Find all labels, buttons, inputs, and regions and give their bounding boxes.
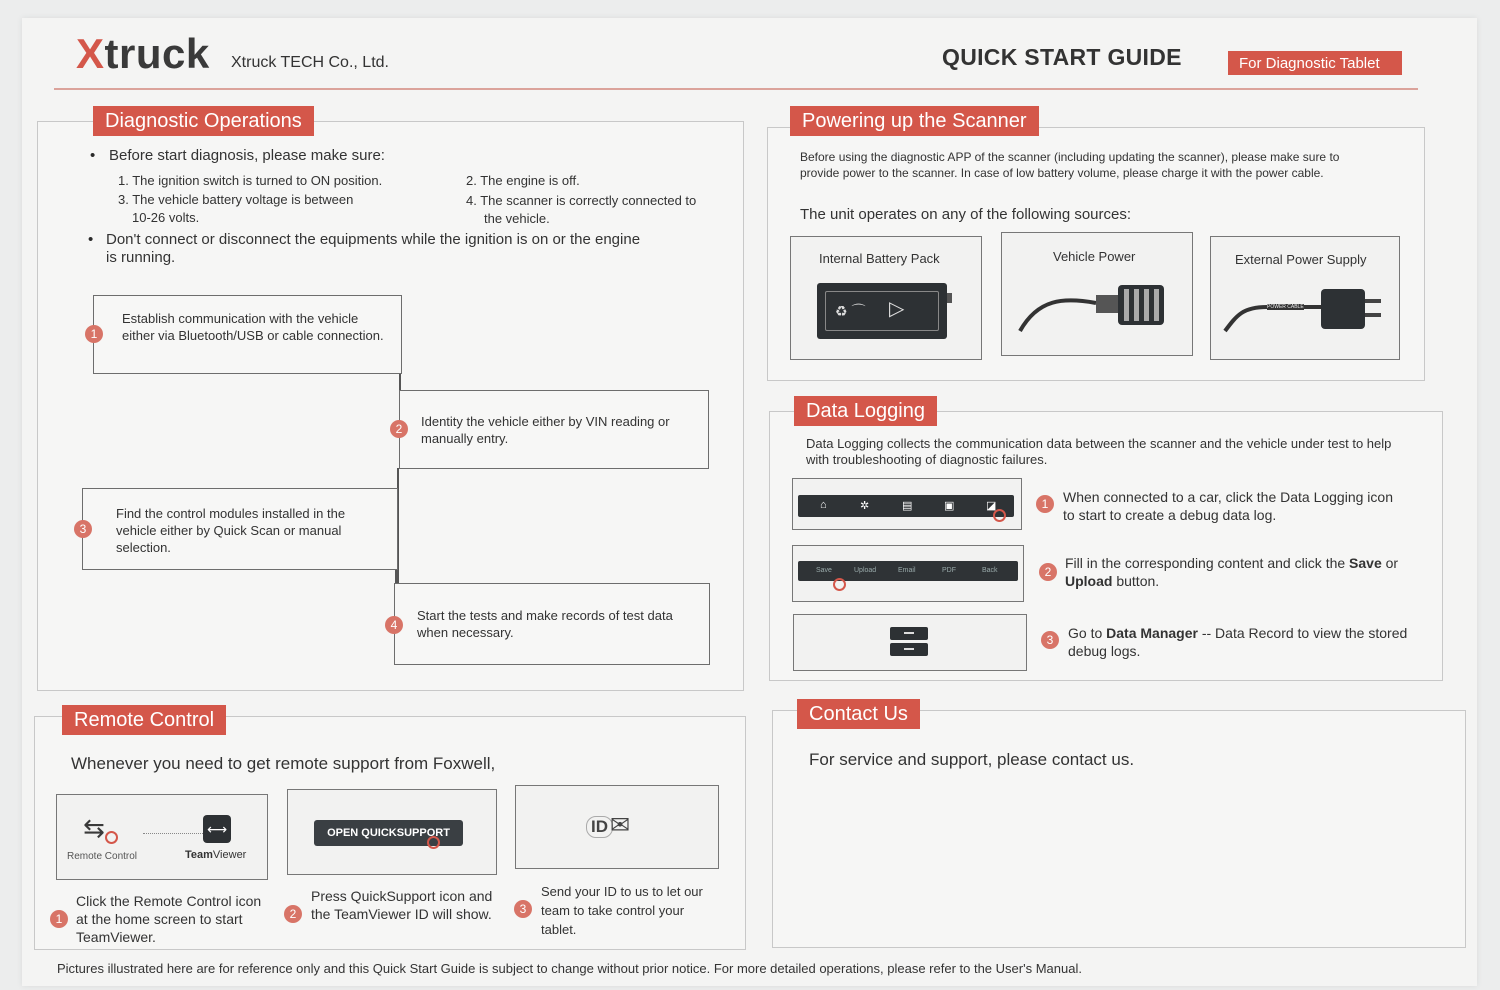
- image-icon: ▣: [944, 500, 955, 512]
- source-label: Vehicle Power: [1053, 249, 1136, 264]
- data-logging-icon[interactable]: ◪: [986, 500, 997, 512]
- step-text: Start the tests and make records of test data when necessary.: [417, 608, 673, 640]
- send-id-screenshot: [515, 785, 719, 869]
- precheck-item: 4. The scanner is correctly connected to: [466, 193, 697, 208]
- remote-step-3: Send your ID to us to let our team to take control your tablet.: [541, 884, 703, 937]
- play-icon: ▷: [889, 298, 905, 320]
- quicksupport-screenshot: [287, 789, 497, 875]
- icon-label: TeamViewer: [185, 849, 247, 861]
- step-number: 2: [284, 905, 302, 923]
- precheck-item: the vehicle.: [484, 211, 550, 226]
- toolbar-screenshot: [792, 478, 1022, 530]
- xtruck-logo: Xtruck: [76, 30, 210, 77]
- bullet-icon: •: [88, 231, 94, 248]
- remote-step-2: Press QuickSupport icon and the TeamViewer ID will show.: [311, 888, 493, 922]
- recycle-icon: ♻ ⌒: [835, 303, 866, 319]
- bar-label: Back: [982, 567, 998, 574]
- precheck-item: 2. The engine is off.: [466, 173, 580, 188]
- battery-pack-image: [817, 283, 947, 339]
- diagnostic-step-2: [399, 390, 709, 469]
- step-number: 1: [85, 325, 103, 343]
- precheck-item: 1. The ignition switch is turned to ON position.: [118, 173, 383, 188]
- diagnostic-bullet-2: Don't connect or disconnect the equipments while the ignition is on or the engine is running.: [106, 231, 641, 266]
- logging-step-3: Go to Data Manager -- Data Record to view the stored debug logs.: [1068, 625, 1408, 659]
- contact-panel: [772, 710, 1466, 948]
- mail-icon: ✉: [610, 812, 631, 839]
- power-supply-image: [1221, 285, 1391, 337]
- id-icon: ID: [586, 816, 613, 838]
- guide-title: QUICK START GUIDE: [942, 44, 1182, 70]
- remote-title: Remote Control: [62, 705, 226, 735]
- bar-label: PDF: [942, 567, 956, 574]
- logging-title: Data Logging: [794, 396, 937, 426]
- home-icon: ⌂: [820, 499, 827, 511]
- icon-label: Remote Control: [67, 851, 138, 862]
- source-battery: [790, 236, 982, 360]
- diagnostic-step-3: [82, 488, 398, 570]
- logging-intro: Data Logging collects the communication data between the scanner and the vehicle under test to help with troubleshooting of diagnostic failures.: [806, 436, 1392, 467]
- footer-note: Pictures illustrated here are for reference only and this Quick Start Guide is subject to change without prior notice. For more detailed operations, please refer to the User's Manual.: [57, 961, 1082, 976]
- data-manager-screenshot: [793, 614, 1027, 671]
- source-external: [1210, 236, 1400, 360]
- diagnostic-bullet-1: Before start diagnosis, please make sure:: [109, 147, 385, 164]
- obd-cable-image: [1018, 279, 1178, 339]
- powering-title: Powering up the Scanner: [790, 106, 1039, 136]
- powering-intro: Before using the diagnostic APP of the scanner (including updating the scanner), please make sure to provide power to the scanner. In case of low battery volume, please charge it with the power cable.: [800, 150, 1340, 180]
- source-label: External Power Supply: [1235, 252, 1367, 267]
- company-name: Xtruck TECH Co., Ltd.: [231, 54, 389, 71]
- teamviewer-icon[interactable]: ⟷: [203, 815, 231, 843]
- bar-label: Upload: [854, 567, 877, 574]
- step-number: 4: [385, 616, 403, 634]
- diagnostic-title: Diagnostic Operations: [93, 106, 314, 136]
- diagnostic-step-1: [93, 295, 402, 374]
- source-vehicle: [1001, 232, 1193, 356]
- product-badge: For Diagnostic Tablet: [1228, 51, 1402, 75]
- diagnostic-step-4: [394, 583, 710, 665]
- teamviewer-home-screenshot: [56, 794, 268, 880]
- contact-text: For service and support, please contact us.: [809, 750, 1135, 769]
- logging-step-2: Fill in the corresponding content and click the Save or Upload button.: [1065, 555, 1399, 589]
- remote-step-1: Click the Remote Control icon at the home screen to start TeamViewer.: [76, 893, 262, 945]
- step-number: 1: [1036, 495, 1054, 513]
- step-number: 2: [390, 420, 408, 438]
- sources-label: The unit operates on any of the following sources:: [800, 206, 1132, 223]
- step-number: 3: [1041, 631, 1059, 649]
- remote-control-icon[interactable]: ⇆: [83, 813, 105, 843]
- gear-icon: ✲: [860, 500, 870, 512]
- save-upload-screenshot: [792, 545, 1024, 602]
- bar-label: Email: [898, 567, 916, 574]
- step-number: 2: [1039, 563, 1057, 581]
- cable-tag: POWER CABLE: [1267, 304, 1304, 310]
- step-text: Identity the vehicle either by VIN reading or manually entry.: [421, 414, 670, 446]
- precheck-item: 10-26 volts.: [132, 210, 200, 225]
- step-text: Establish communication with the vehicle either via Bluetooth/USB or cable connection.: [122, 311, 384, 343]
- step-number: 1: [50, 910, 68, 928]
- bar-label: Save: [816, 567, 832, 574]
- logging-step-1: When connected to a car, click the Data Logging icon to start to create a debug data log.: [1063, 489, 1393, 523]
- open-quicksupport-button[interactable]: OPEN QUICKSUPPORT: [314, 820, 463, 846]
- remote-intro: Whenever you need to get remote support from Foxwell,: [71, 754, 496, 773]
- precheck-item: 3. The vehicle battery voltage is between: [118, 192, 354, 207]
- step-text: Find the control modules installed in the vehicle either by Quick Scan or manual selection.: [116, 506, 346, 555]
- bullet-icon: •: [90, 147, 96, 164]
- contact-title: Contact Us: [797, 699, 920, 729]
- print-icon: ▤: [902, 500, 913, 512]
- step-number: 3: [514, 900, 532, 918]
- step-number: 3: [74, 520, 92, 538]
- source-label: Internal Battery Pack: [819, 251, 940, 266]
- header-divider: [54, 88, 1418, 90]
